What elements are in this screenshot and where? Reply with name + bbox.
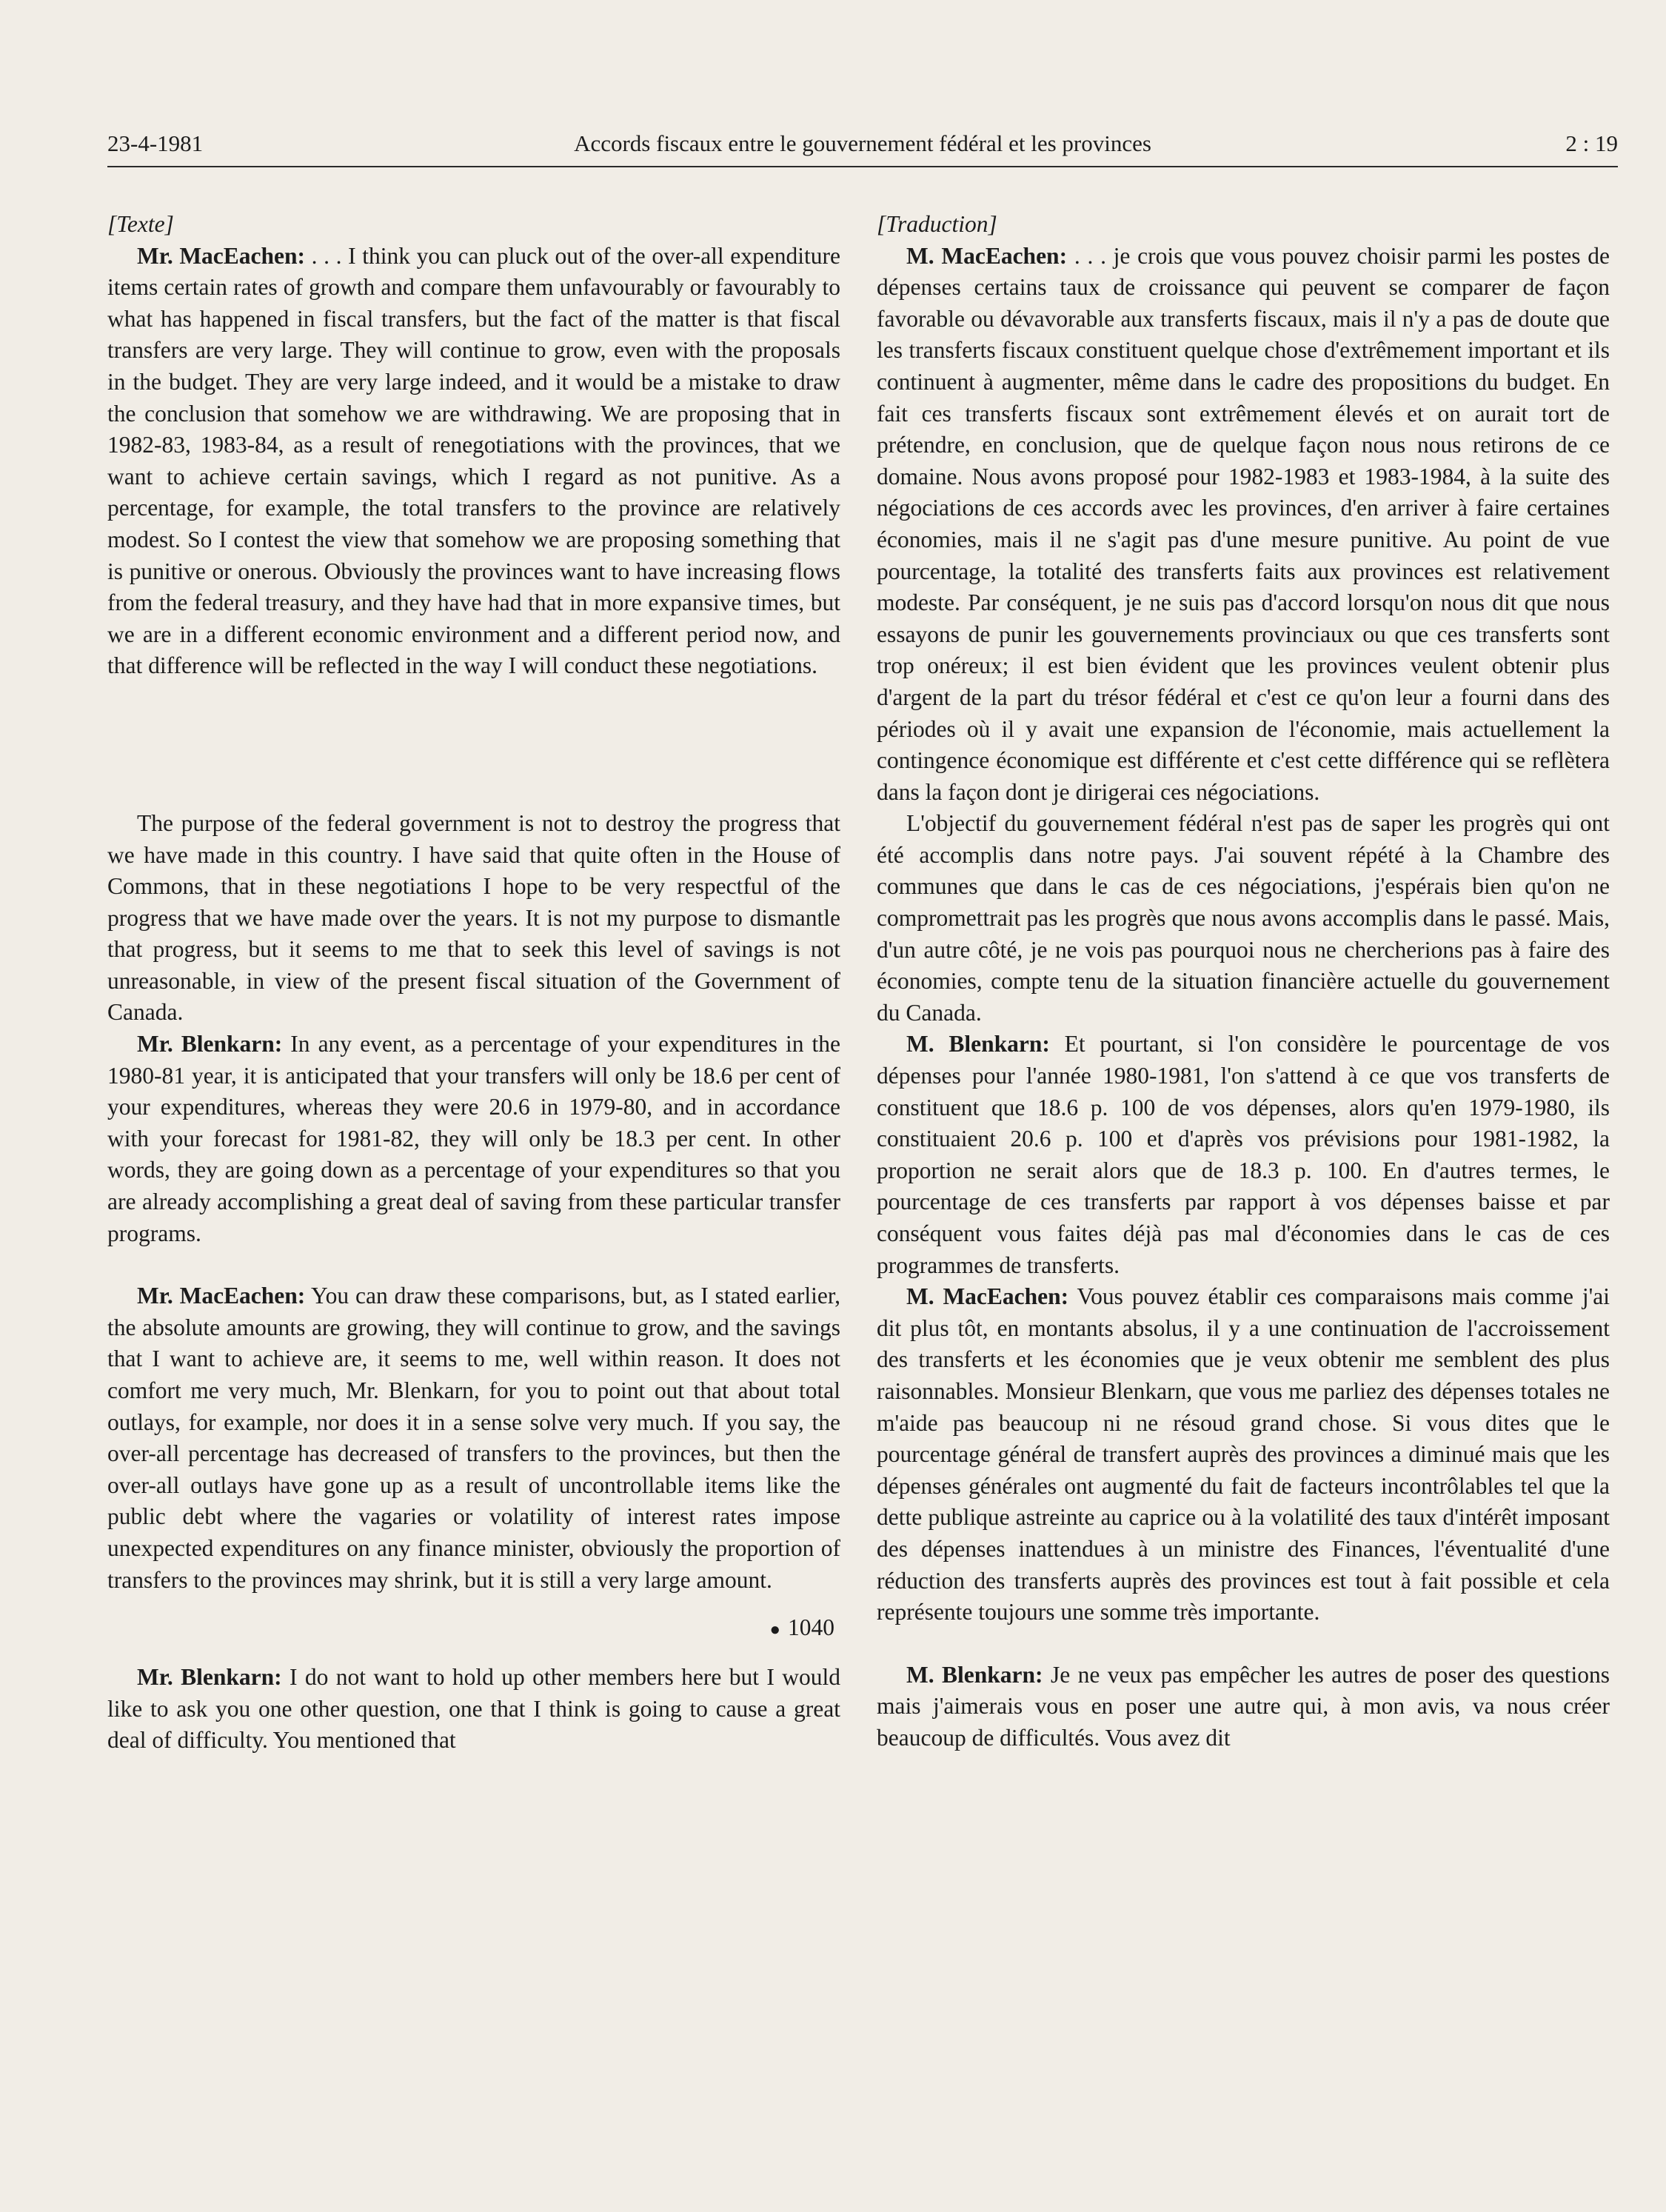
paragraph-text: I do not want to hold up other members here but I would like to ask you one other question, one that I think is going to cause a great deal of difficulty. You mentioned that — [107, 1664, 841, 1754]
header-title: Accords fiscaux entre le gouvernement fédéral et les provinces — [574, 130, 1151, 156]
french-column — [877, 209, 1610, 1754]
language-tag: [Traduction] — [877, 211, 997, 237]
paragraph — [877, 1029, 1610, 1281]
paragraph-text: . . . je crois que vous pouvez choisir parmi les postes de dépenses certains taux de croissance qui peuvent se comparer de façon favorable ou dévavorable aux transferts fiscaux, mais il n'y a pas de doute que les transferts fiscaux constituent quelque chose d'extrêmement important et ils continuent à augmenter, même dans le cadre des propositions du budget. En fait ces transferts fiscaux sont extrêmement élevés et on aurait tort de prétendre, en conclusion, que de quelque façon nous nous retirons de ce domaine. Nous avons proposé pour 1982-1983 et 1983-1984, à la suite des négociations de ces accords avec les provinces, d'en arriver à faire certaines économies, mais il ne s'agit pas d'une mesure punitive. Au point de vue pourcentage, la totalité des transferts faits aux provinces est relativement modeste. Par conséquent, je ne suis pas d'accord lorsqu'on nous dit que nous essayons de punir les gouvernements provinciaux ou que ces transferts sont trop onéreux; il est bien évident que les provinces veulent obtenir plus d'argent de la part du trésor fédéral et c'est ce qu'on leur a fourni dans des périodes où il y avait une expansion de l'économie, mais actuellement la contingence économique est différente et c'est cette différence qui se reflètera dans la façon dont je dirigerai ces négociations. — [877, 242, 1610, 805]
speaker-name: Mr. MacEachen: — [137, 1283, 306, 1309]
paragraph — [877, 1660, 1610, 1754]
speaker-name: Mr. Blenkarn: — [137, 1664, 282, 1691]
paragraph-text: In any event, as a percentage of your expenditures in the 1980-81 year, it is anticipated that your transfers will only be 18.6 per cent of your expenditures, whereas they were 20.6 in 1979-80, and in accordance with your forecast for 1981-82, they will only be 18.3 per cent. In other words, they are going down as a percentage of your expenditures so that you are already accomplishing a great deal of saving from these particular transfer programs. — [107, 1031, 841, 1246]
english-column — [107, 209, 840, 1757]
speaker-name: M. Blenkarn: — [906, 1661, 1043, 1688]
speaker-name: M. Blenkarn: — [906, 1031, 1050, 1057]
paragraph: The purpose of the federal government is not to destroy the progress that we have made in this country. I have said that quite often in the House of Commons, that in these negotiations I hope to be very respectful of the progress that we have made over the years. It is not my purpose to dismantle that progress, but it seems to me that to seek this level of savings is not unreasonable, in view of the present fiscal situation of the Government of Canada. — [107, 809, 840, 1026]
paragraph — [877, 241, 1610, 809]
header-page-number: 2 : 19 — [1565, 130, 1618, 156]
time-marker-text: 1040 — [788, 1614, 834, 1641]
bullet-icon: ● — [769, 1620, 780, 1640]
speaker-name: Mr. MacEachen: — [137, 242, 306, 269]
paragraph: L'objectif du gouvernement fédéral n'est pas de saper les progrès qui ont été accomplis dans notre pays. J'ai souvent répété à la Chambre des communes que dans le cas de ces négociations, j'espérais bien qu'on ne compromettrait pas les progrès que nous avons accomplis dans le passé. Mais, d'un autre côté, je ne vois pas pourquoi nous ne chercherions pas à faire des économies, compte tenu de la situation financière actuelle du gouvernement du Canada. — [877, 810, 1610, 1026]
speaker-name: Mr. Blenkarn: — [137, 1031, 283, 1057]
paragraph — [107, 1029, 840, 1249]
header-date: 23-4-1981 — [107, 130, 204, 156]
speaker-name: M. MacEachen: — [906, 242, 1068, 269]
paragraph — [107, 241, 840, 682]
paragraph-text: Je ne veux pas empêcher les autres de poser des questions mais j'aimerais vous en poser une autre qui, à mon avis, va nous créer beaucoup de difficultés. Vous avez dit — [877, 1661, 1610, 1751]
paragraph — [107, 1662, 840, 1757]
time-marker — [107, 1612, 840, 1645]
speaker-name: M. MacEachen: — [906, 1283, 1069, 1310]
language-tag: [Texte] — [107, 211, 174, 237]
paragraph-text: . . . I think you can pluck out of the over-all expenditure items certain rates of growth and compare them unfavourably or favourably to what has happened in fiscal transfers, but the fact of the matter is that fiscal transfers are very large. They will continue to grow, even with the proposals in the budget. They are very large indeed, and it would be a mistake to draw the conclusion that somehow we are withdrawing. We are proposing that in 1982-83, 1983-84, as a result of renegotiations with the provinces, that we want to achieve certain savings, which I regard as not punitive. As a percentage, for example, the total transfers to the province are relatively modest. So I contest the view that somehow we are proposing something that is punitive or onerous. Obviously the provinces want to have increasing flows from the federal treasury, and they have had that in more expansive times, but we are in a different economic environment and a different period now, and that difference will be reflected in the way I will conduct these negotiations. — [107, 242, 840, 679]
paragraph-text: Et pourtant, si l'on considère le pourcentage de vos dépenses pour l'année 1980-1981, l'on s'attend à ce que vos transferts de constituent que 18.6 p. 100 de vos dépenses, alors qu'en 1979-1980, ils constituaient 20.6 p. 100 et d'après vos prévisions pour 1981-1982, la proportion ne serait alors que de 18.3 p. 100. En d'autres termes, le pourcentage de ces transferts par rapport à vos dépenses baisse et par conséquent vous faites déjà pas mal d'économies dans le cas de ces programmes de transferts. — [877, 1031, 1610, 1278]
paragraph-text: Vous pouvez établir ces comparaisons mais comme j'ai dit plus tôt, en montants absolus, il y a une continuation de l'accroissement des transferts et les économies que je veux obtenir me semblent des plus raisonnables. Monsieur Blenkarn, que vous me parliez des dépenses totales ne m'aide pas beaucoup ni ne résoud grand chose. Si vous dites que le pourcentage général de transfert auprès des provinces a diminué mais que les dépenses générales ont augmenté du fait de facteurs incontrôlables tel que la dette publique astreinte au caprice ou à la volatilité des taux d'intérêt imposant des dépenses inattendues à un ministre des Finances, l'éventualité d'une réduction des transferts auprès des provinces est tout à fait possible et cela représente toujours une somme très importante. — [877, 1283, 1610, 1625]
paragraph-text: You can draw these comparisons, but, as I stated earlier, the absolute amounts are growing, they will continue to grow, and the savings that I want to achieve are, it seems to me, well within reason. It does not comfort me very much, Mr. Blenkarn, for you to point out that about total outlays, for example, nor does it in a sense solve very much. If you say, the over-all percentage has decreased of transfers to the provinces, but then the over-all outlays have gone up as a result of uncontrollable items like the public debt where the vagaries or volatility of interest rates impose unexpected expenditures on any finance minister, obviously the proportion of transfers to the provinces may shrink, but it is still a very large amount. — [107, 1283, 840, 1593]
running-header — [107, 127, 1618, 167]
paragraph — [107, 1280, 840, 1596]
paragraph — [877, 1281, 1610, 1628]
